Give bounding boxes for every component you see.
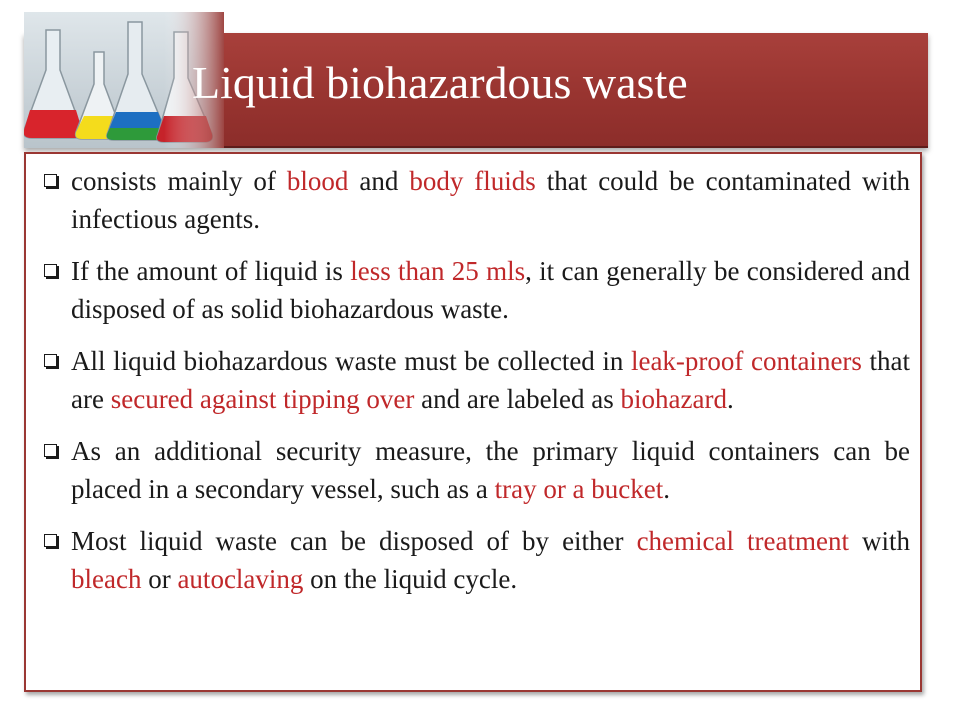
bullet-item: [44, 522, 910, 598]
highlight-text: less than 25 mls: [350, 256, 526, 286]
bullet-text: As an additional security measure, the primary liquid containers can be placed in a secondary vessel, such as a tray or a bucket.: [71, 436, 910, 504]
checkbox-bullet-icon: [44, 534, 57, 547]
checkbox-bullet-icon: [44, 264, 57, 277]
bullet-item: [44, 342, 910, 418]
bullet-text: Most liquid waste can be disposed of by either chemical treatment with bleach or autoclaving on the liquid cycle.: [71, 526, 910, 594]
highlight-text: bleach: [71, 564, 142, 594]
highlight-text: secured against tipping over: [110, 384, 415, 414]
highlight-text: autoclaving: [177, 564, 304, 594]
highlight-text: leak-proof containers: [630, 346, 862, 376]
bullet-list: [44, 162, 910, 612]
highlight-text: body fluids: [409, 166, 536, 196]
checkbox-bullet-icon: [44, 354, 57, 367]
highlight-text: tray or a bucket: [494, 474, 664, 504]
bullet-text: All liquid biohazardous waste must be collected in leak-proof containers that are secured against tipping over and are labeled as biohazard.: [71, 346, 910, 414]
bullet-text: If the amount of liquid is less than 25 mls, it can generally be considered and disposed of as solid biohazardous waste.: [71, 256, 910, 324]
bullet-item: [44, 432, 910, 508]
checkbox-bullet-icon: [44, 174, 57, 187]
checkbox-bullet-icon: [44, 444, 57, 457]
highlight-text: chemical treatment: [636, 526, 849, 556]
highlight-text: blood: [286, 166, 349, 196]
bullet-text: consists mainly of blood and body fluids that could be contaminated with infectious agents.: [71, 166, 910, 234]
bullet-item: [44, 162, 910, 238]
slide-title: Liquid biohazardous waste: [192, 57, 688, 108]
highlight-text: biohazard: [620, 384, 727, 414]
bullet-item: [44, 252, 910, 328]
